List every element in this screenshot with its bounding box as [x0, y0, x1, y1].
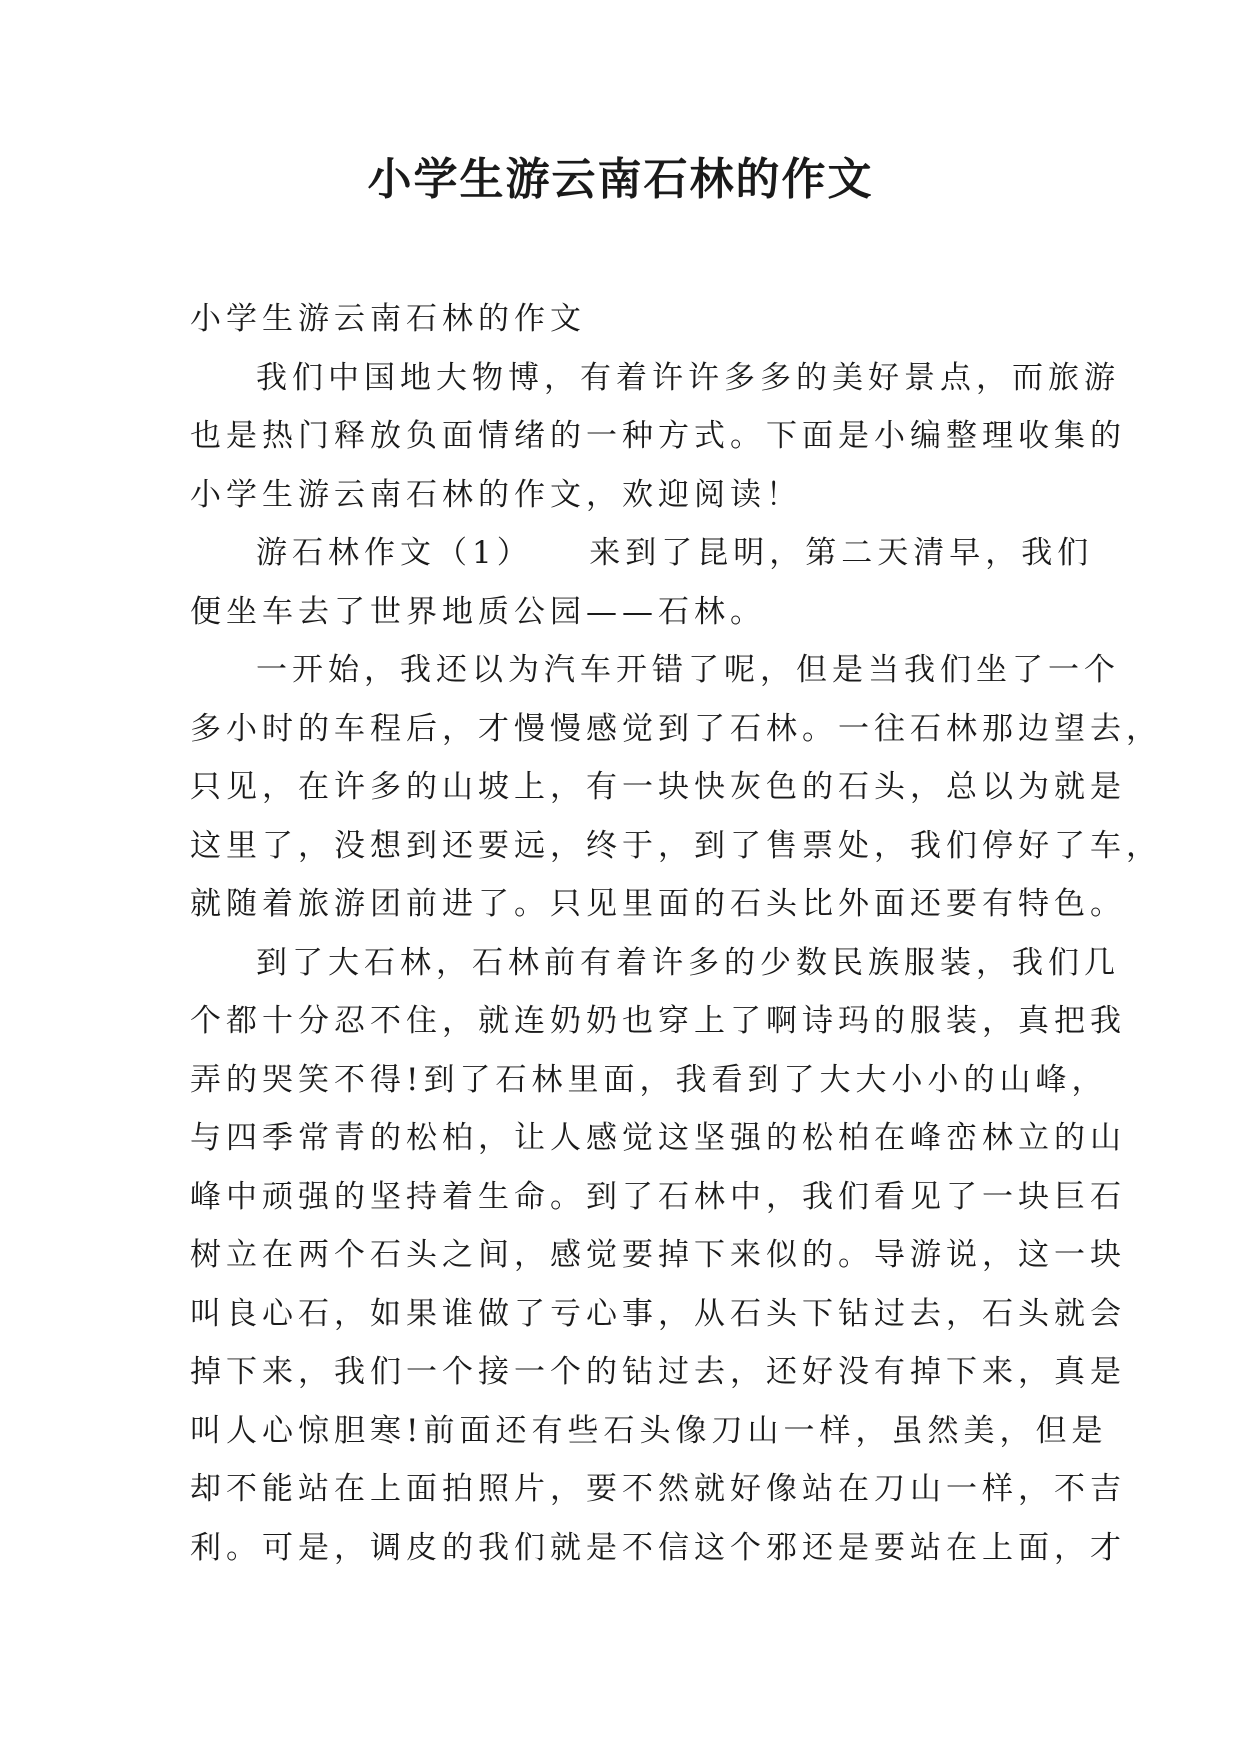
paragraph-line: 到了大石林，石林前有着许多的少数民族服装，我们几	[256, 944, 1120, 981]
paragraph-line: 便坐车去了世界地质公园——石林。	[190, 593, 766, 630]
paragraph-line: 只见，在许多的山坡上，有一块快灰色的石头，总以为就是	[190, 769, 1126, 805]
subtitle-line: 小学生游云南石林的作文	[190, 301, 586, 337]
paragraph-line: 叫良心石，如果谁做了亏心事，从石头下钻过去，石头就会	[190, 1295, 1126, 1332]
paragraph-line: 叫人心惊胆寒!前面还有些石头像刀山一样，虽然美，但是	[190, 1412, 1108, 1449]
paragraph-line: 多小时的车程后，才慢慢感觉到了石林。一往石林那边望去，	[190, 710, 1162, 747]
document-body	[190, 290, 1162, 1577]
paragraph-line: 也是热门释放负面情绪的一种方式。下面是小编整理收集的	[190, 418, 1126, 454]
paragraph-line: 利。可是，调皮的我们就是不信这个邪还是要站在上面，才	[190, 1529, 1126, 1566]
paragraph-line: 游石林作文（1） 来到了昆明，第二天清早，我们	[256, 535, 1094, 571]
paragraph-line: 掉下来，我们一个接一个的钻过去，还好没有掉下来，真是	[190, 1354, 1126, 1390]
paragraph-line: 我们中国地大物博，有着许许多多的美好景点，而旅游	[256, 359, 1120, 396]
paragraph-line: 弄的哭笑不得!到了石林里面，我看到了大大小小的山峰，	[190, 1061, 1108, 1098]
paragraph-line: 这里了，没想到还要远，终于，到了售票处，我们停好了车，	[190, 827, 1162, 864]
paragraph-line: 树立在两个石头之间，感觉要掉下来似的。导游说，这一块	[190, 1237, 1126, 1273]
paragraph-line: 小学生游云南石林的作文，欢迎阅读！	[190, 476, 802, 513]
document-title: 小学生游云南石林的作文	[367, 154, 874, 205]
paragraph-line: 与四季常青的松柏，让人感觉这坚强的松柏在峰峦林立的山	[190, 1120, 1126, 1156]
paragraph-line: 一开始，我还以为汽车开错了呢，但是当我们坐了一个	[256, 652, 1120, 688]
paragraph-line: 就随着旅游团前进了。只见里面的石头比外面还要有特色。	[190, 886, 1126, 922]
paragraph-line: 峰中顽强的坚持着生命。到了石林中，我们看见了一块巨石	[190, 1178, 1126, 1215]
paragraph-line: 却不能站在上面拍照片，要不然就好像站在刀山一样，不吉	[190, 1471, 1126, 1507]
paragraph-line: 个都十分忍不住，就连奶奶也穿上了啊诗玛的服装，真把我	[190, 1003, 1126, 1039]
